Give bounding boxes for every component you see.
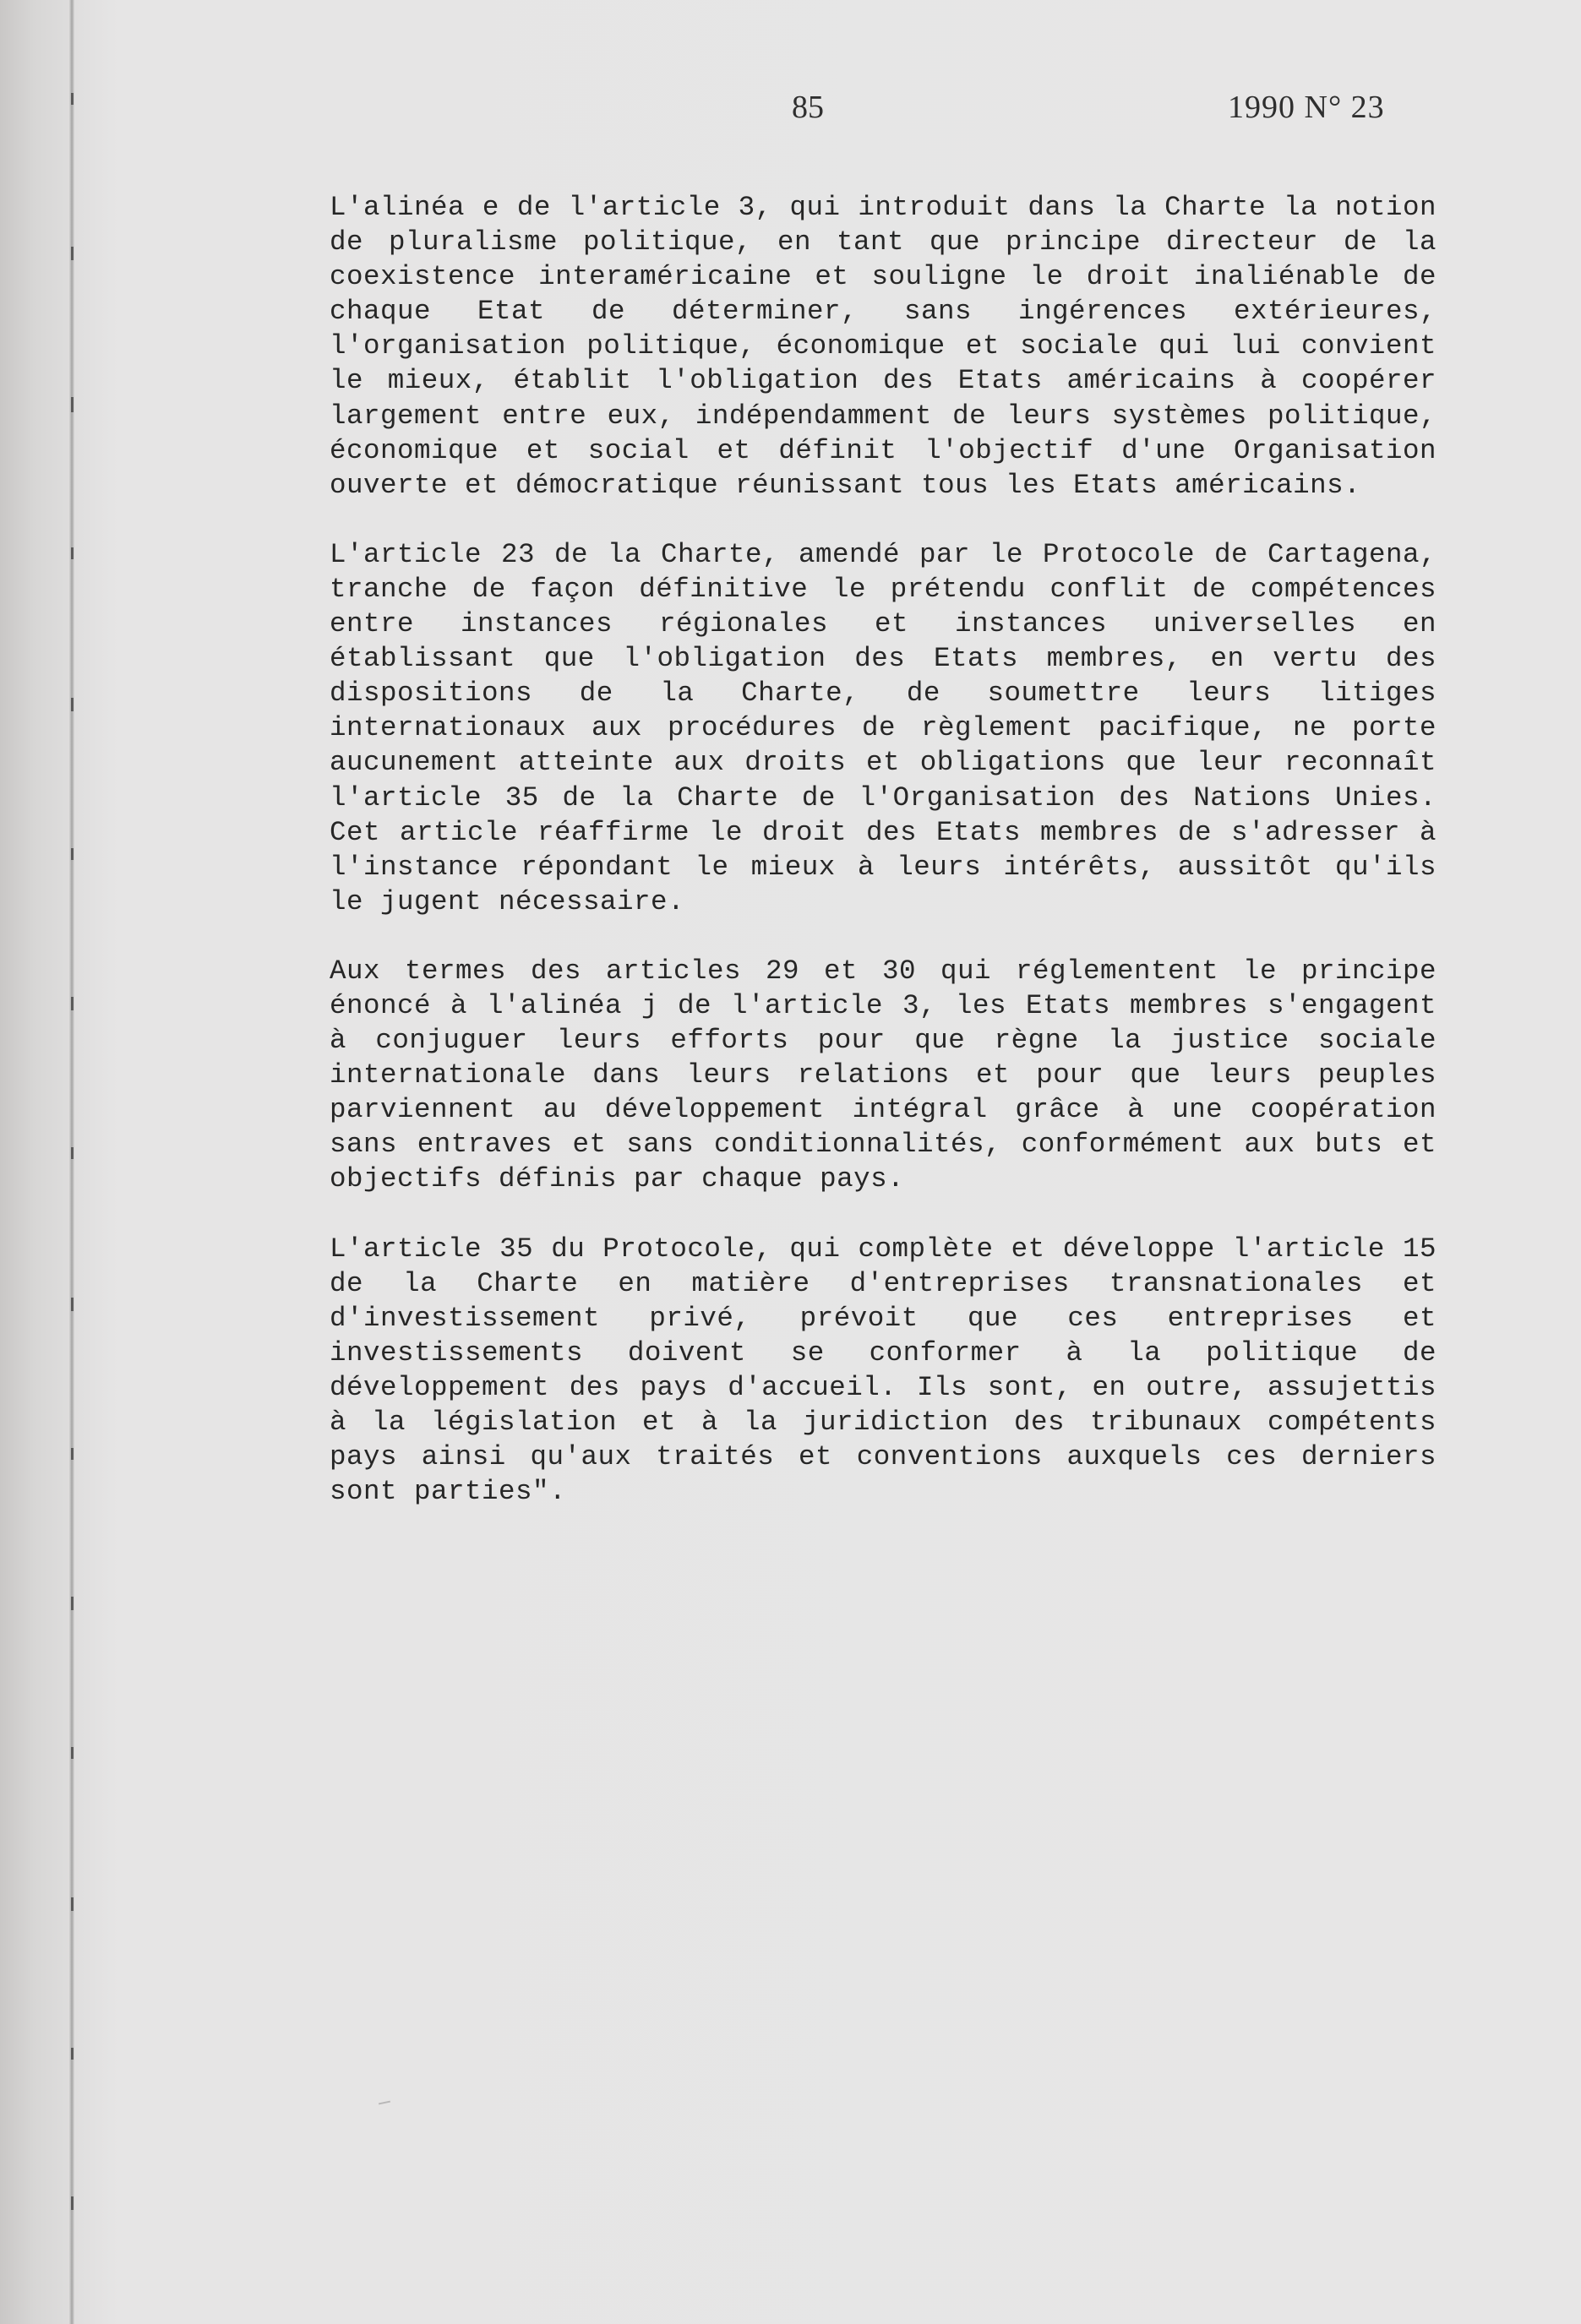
body-text — [330, 190, 1437, 1509]
binding-mark — [71, 1747, 74, 1759]
page-number: 85 — [792, 90, 824, 125]
running-header — [0, 89, 1581, 131]
paragraph-articles-29-30: Aux termes des articles 29 et 30 qui réglementent le principe énoncé à l'alinéa j de l'article 3, les Etats membres s'engagent à conjuguer leurs efforts pour que règne la justice sociale internationale dans leurs relations et pour que leurs peuples parviennent au développement intégral grâce à une coopération sans entraves et sans conditionnalités, conformément aux buts et objectifs définis par chaque pays. — [330, 955, 1437, 1195]
binding-mark — [71, 848, 74, 860]
journal-reference: 1990 N° 23 — [1228, 90, 1385, 125]
binding-mark — [71, 2048, 74, 2060]
paragraph-alinea-e-article-3: L'alinéa e de l'article 3, qui introduit dans la Charte la notion de pluralisme politique, en tant que principe directeur de la coexistence interaméricaine et souligne le droit inaliénable de chaque Etat de déterminer, sans ingérences extérieures, l'organisation politique, économique et sociale qui lui convient le mieux, établit l'obligation des Etats américains à coopérer largement entre eux, indépendamment de leurs systèmes politique, économique et social et définit l'objectif d'une Organisation ouverte et démocratique réunissant tous les Etats américains. — [330, 192, 1437, 501]
binding-mark — [71, 1147, 74, 1159]
binding-mark — [71, 247, 74, 260]
binding-mark — [71, 397, 74, 412]
paragraph-article-23: L'article 23 de la Charte, amendé par le Protocole de Cartagena, tranche de façon définitive le prétendu conflit de compétences entre instances régionales et instances universelles en établissant que l'obligation des Etats membres, en vertu des dispositions de la Charte, de soumettre leurs litiges internationaux aux procédures de règlement pacifique, ne porte aucunement atteinte aux droits et obligations que leur reconnaît l'article 35 de la Charte de l'Organisation des Nations Unies. Cet article réaffirme le droit des Etats membres de s'adresser à l'instance répondant le mieux à leurs intérêts, aussitôt qu'ils le jugent nécessaire. — [330, 538, 1437, 917]
binding-edge — [69, 0, 74, 2324]
binding-mark — [71, 2196, 74, 2210]
binding-mark — [71, 997, 74, 1010]
scan-speck — [379, 2101, 390, 2105]
binding-mark — [71, 547, 74, 559]
binding-mark — [71, 1597, 74, 1610]
binding-mark — [71, 1298, 74, 1311]
binding-mark — [71, 1897, 74, 1911]
binding-mark — [71, 698, 74, 711]
binding-mark — [71, 1448, 74, 1460]
paragraph-article-35-protocole: L'article 35 du Protocole, qui complète et développe l'article 15 de la Charte en matière d'entreprises transnationales et d'investissement privé, prévoit que ces entreprises et investissements doivent se conformer à la politique de développement des pays d'accueil. Ils sont, en outre, assujettis à la législation et à la juridiction des tribunaux compétents pays ainsi qu'aux traités et conventions auxquels ces derniers sont parties". — [330, 1233, 1437, 1508]
